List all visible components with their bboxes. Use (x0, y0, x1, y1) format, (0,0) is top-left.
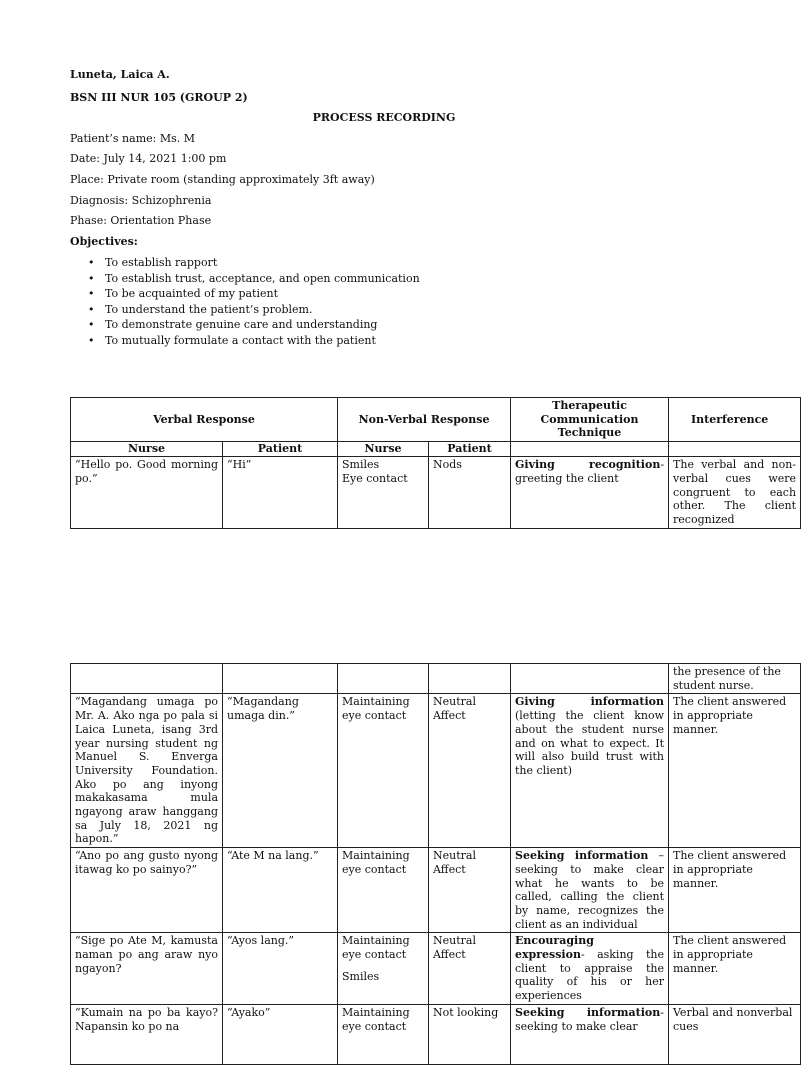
technique-title: Giving information (515, 695, 664, 709)
nurse-nonverbal-line: Smiles (342, 969, 380, 983)
student-name: Luneta, Laica A. (70, 68, 170, 81)
empty-cell (511, 664, 669, 694)
subheader-empty (669, 442, 801, 457)
nurse-nonverbal-cell: Maintaining eye contact (338, 694, 429, 848)
objective-item: • To understand the patient’s problem. (88, 303, 420, 319)
patient-name: Patient’s name: Ms. M (70, 132, 196, 145)
technique-cell (511, 1004, 669, 1064)
empty-cell (338, 664, 429, 694)
technique-cell (511, 694, 669, 848)
nurse-nonverbal-cell (338, 457, 429, 529)
interference-cell: Verbal and nonverbal cues (669, 1004, 801, 1064)
header-nonverbal-response: Non-Verbal Response (338, 398, 511, 442)
interference-cell: The client answered in appropriate manner. (669, 848, 801, 933)
session-place: Place: Private room (standing approximately 3ft away) (70, 173, 375, 186)
nurse-verbal-cell: “Hello po. Good morning po.” (71, 457, 223, 529)
subheader-empty (511, 442, 669, 457)
technique-text: – seeking to make clear what he wants to be called, calling the client by name, recognizes the client as an individual (515, 849, 664, 931)
nurse-nonverbal-cell (338, 933, 429, 1005)
objective-item: • To establish trust, acceptance, and open communication (88, 272, 420, 288)
technique-text: - greeting the client (515, 458, 665, 485)
technique-title: Giving recognition (515, 458, 661, 472)
technique-cell (511, 457, 669, 529)
technique-title: Seeking information (515, 849, 649, 863)
patient-verbal-cell: “Ayako” (223, 1004, 338, 1064)
interference-cell: The client answered in appropriate manner. (669, 694, 801, 848)
course-group: BSN III NUR 105 (GROUP 2) (70, 91, 248, 104)
technique-text: - seeking to make clear (515, 1005, 664, 1033)
technique-text: - asking the client to appraise the quality of his or her experiences (515, 948, 664, 1003)
empty-cell (71, 664, 223, 694)
header-interference: Interference (669, 398, 801, 442)
technique-cell (511, 848, 669, 933)
objectives-heading: Objectives: (70, 235, 138, 248)
process-recording-table-page1 (70, 397, 801, 529)
nurse-verbal-cell: “Magandang umaga po Mr. A. Ako nga po pala si Laica Luneta, isang 3rd year nursing student ng Manuel S. Enverga University Foundation. Ako po ang inyong makakasama mula ngayong araw hanggang sa July 18, 2021 ng hapon.” (71, 694, 223, 848)
phase: Phase: Orientation Phase (70, 214, 212, 227)
document-title: PROCESS RECORDING (312, 111, 456, 124)
objective-item: • To mutually formulate a contact with the patient (88, 334, 420, 350)
patient-nonverbal-cell: Not looking (429, 1004, 511, 1064)
empty-cell (429, 664, 511, 694)
patient-nonverbal-cell: Neutral Affect (429, 694, 511, 848)
subheader-nurse-nonverbal: Nurse (338, 442, 429, 457)
technique-cell (511, 933, 669, 1005)
patient-nonverbal-cell: Neutral Affect (429, 933, 511, 1005)
subheader-patient-verbal: Patient (223, 442, 338, 457)
objectives-list (88, 256, 420, 350)
nurse-verbal-cell: “Sige po Ate M, kamusta naman po ang araw nyo ngayon? (71, 933, 223, 1005)
technique-title: Seeking information (515, 1005, 661, 1019)
patient-verbal-cell: “Magandang umaga din.” (223, 694, 338, 848)
nurse-verbal-cell: “Kumain na po ba kayo? Napansin ko po na (71, 1004, 223, 1064)
interference-cell: The client answered in appropriate manner. (669, 933, 801, 1005)
header-technique: Therapeutic Communication Technique (511, 398, 669, 442)
objective-item: • To establish rapport (88, 256, 420, 272)
patient-verbal-cell: “Hi” (223, 457, 338, 529)
empty-cell (223, 664, 338, 694)
interference-cell: The verbal and non- verbal cues were congruent to each other. The client recognized (669, 457, 801, 529)
patient-verbal-cell: “Ayos lang.” (223, 933, 338, 1005)
process-recording-table-page2 (70, 663, 801, 1065)
session-date: Date: July 14, 2021 1:00 pm (70, 152, 227, 165)
interference-continued-cell: the presence of the student nurse. (669, 664, 801, 694)
diagnosis: Diagnosis: Schizophrenia (70, 194, 212, 207)
nurse-nonverbal-line: Smiles (342, 458, 380, 472)
technique-title: Encouraging expression (515, 934, 594, 962)
nurse-nonverbal-cell: Maintaining eye contact (338, 1004, 429, 1064)
nurse-nonverbal-cell: Maintaining eye contact (338, 848, 429, 933)
nurse-nonverbal-line: Maintaining eye contact (342, 934, 410, 962)
objective-item: • To be acquainted of my patient (88, 287, 420, 303)
patient-nonverbal-cell: Nods (429, 457, 511, 529)
objective-item: • To demonstrate genuine care and understanding (88, 318, 420, 334)
patient-nonverbal-cell: Neutral Affect (429, 848, 511, 933)
subheader-patient-nonverbal: Patient (429, 442, 511, 457)
nurse-nonverbal-line: Eye contact (342, 471, 408, 485)
nurse-verbal-cell: “Ano po ang gusto nyong itawag ko po sainyo?” (71, 848, 223, 933)
patient-verbal-cell: “Ate M na lang.” (223, 848, 338, 933)
header-verbal-response: Verbal Response (71, 398, 338, 442)
subheader-nurse-verbal: Nurse (71, 442, 223, 457)
technique-text: (letting the client know about the student nurse and on what to expect. It will also build trust with the client) (515, 709, 664, 777)
